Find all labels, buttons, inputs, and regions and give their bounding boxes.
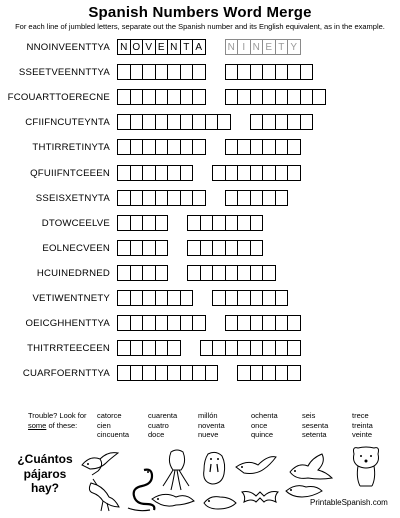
letter-box[interactable]: [117, 315, 131, 331]
trouble-hint: [28, 411, 87, 430]
letter-box[interactable]: [212, 290, 226, 306]
letter-box[interactable]: [262, 265, 276, 281]
letter-box[interactable]: [130, 265, 144, 281]
letter-box[interactable]: [180, 315, 194, 331]
puzzle-row: [0, 64, 400, 82]
letter-box[interactable]: [167, 365, 181, 381]
english-answer-boxes: [187, 215, 262, 231]
letter-box[interactable]: [237, 89, 251, 105]
letter-box[interactable]: [155, 315, 169, 331]
letter-box[interactable]: [130, 240, 144, 256]
letter-box[interactable]: N: [225, 39, 239, 55]
letter-box[interactable]: [250, 290, 264, 306]
english-answer-boxes: [237, 365, 300, 381]
letter-box[interactable]: [167, 114, 181, 130]
letter-box[interactable]: T: [275, 39, 289, 55]
letter-box[interactable]: [180, 165, 194, 181]
letter-box[interactable]: [180, 89, 194, 105]
letter-box[interactable]: [167, 340, 181, 356]
letter-box[interactable]: [237, 315, 251, 331]
letter-box[interactable]: [155, 215, 169, 231]
letter-box[interactable]: [250, 89, 264, 105]
letter-box[interactable]: [250, 165, 264, 181]
spanish-answer-boxes: [117, 39, 205, 55]
letter-box[interactable]: [155, 89, 169, 105]
credit-text: PrintableSpanish.com: [310, 498, 388, 507]
letter-box[interactable]: [237, 165, 251, 181]
jumbled-letters: CUARFOERNTTYA: [22, 368, 110, 380]
letter-box[interactable]: [250, 240, 264, 256]
letter-box[interactable]: I: [237, 39, 251, 55]
letter-box[interactable]: [262, 114, 276, 130]
letter-box[interactable]: [130, 190, 144, 206]
jumbled-letters: NNOINVEENTTYA: [26, 42, 110, 53]
letter-box[interactable]: A: [192, 39, 206, 55]
letter-box[interactable]: O: [130, 39, 144, 55]
letter-box[interactable]: [237, 215, 251, 231]
letter-box[interactable]: [130, 215, 144, 231]
english-answer-boxes: [187, 240, 262, 256]
word: cuarenta: [148, 411, 178, 420]
letter-box[interactable]: [212, 240, 226, 256]
letter-box[interactable]: [180, 64, 194, 80]
letter-box[interactable]: [142, 215, 156, 231]
letter-box[interactable]: [200, 215, 214, 231]
question-line2: pájaros: [23, 466, 67, 481]
letter-box[interactable]: [167, 190, 181, 206]
english-answer-boxes: [225, 190, 288, 206]
letter-box[interactable]: [287, 64, 301, 80]
letter-box[interactable]: [225, 89, 239, 105]
letter-box[interactable]: N: [167, 39, 181, 55]
letter-box[interactable]: [187, 240, 201, 256]
letter-box[interactable]: [192, 114, 206, 130]
english-answer-boxes: [187, 265, 275, 281]
letter-box[interactable]: [180, 290, 194, 306]
spanish-answer-boxes: [117, 64, 205, 80]
jumbled-letters: VETIWENTNETY: [32, 293, 110, 304]
letter-box[interactable]: [117, 240, 131, 256]
letter-box[interactable]: [167, 315, 181, 331]
question-line1: ¿Cuántos: [17, 452, 73, 466]
letter-box[interactable]: [180, 139, 194, 155]
puzzle-row: [0, 340, 400, 358]
jumbled-letters: HCUINEDRNED: [36, 267, 110, 279]
letter-box[interactable]: [275, 165, 289, 181]
letter-box[interactable]: [275, 365, 289, 381]
letter-box[interactable]: [155, 365, 169, 381]
letter-box[interactable]: [225, 165, 239, 181]
bat-icon: [240, 484, 280, 508]
puzzle-row: [0, 240, 400, 258]
word: catorce: [97, 411, 122, 420]
english-answer-boxes: [225, 139, 300, 155]
letter-box[interactable]: [237, 365, 251, 381]
word-column-6: [352, 411, 373, 440]
letter-box[interactable]: [167, 64, 181, 80]
word: nueve: [198, 430, 219, 439]
word-column-2: [148, 411, 177, 440]
spanish-answer-boxes: [117, 89, 205, 105]
letter-box[interactable]: [225, 64, 239, 80]
letter-box[interactable]: [180, 190, 194, 206]
letter-box[interactable]: [192, 89, 206, 105]
letter-box[interactable]: [117, 139, 131, 155]
letter-box[interactable]: [275, 64, 289, 80]
letter-box[interactable]: [192, 64, 206, 80]
letter-box[interactable]: [200, 265, 214, 281]
letter-box[interactable]: [117, 64, 131, 80]
puzzle-row: [0, 315, 400, 333]
letter-box[interactable]: [142, 315, 156, 331]
letter-box[interactable]: V: [142, 39, 156, 55]
letter-box[interactable]: [262, 139, 276, 155]
puzzle-row: [0, 190, 400, 208]
jumbled-letters: CFIIFNCUTEYNTA: [25, 117, 110, 129]
letter-box[interactable]: [142, 165, 156, 181]
letter-box[interactable]: [192, 365, 206, 381]
letter-box[interactable]: [262, 190, 276, 206]
letter-box[interactable]: [237, 240, 251, 256]
jumbled-letters: THITRRTEECEEN: [27, 343, 110, 355]
word-column-1: [97, 411, 129, 440]
letter-box[interactable]: [225, 139, 239, 155]
word: doce: [148, 430, 165, 439]
letter-box[interactable]: [130, 114, 144, 130]
letter-box[interactable]: [117, 114, 131, 130]
word: trece: [352, 411, 369, 420]
letter-box[interactable]: [117, 365, 131, 381]
letter-box[interactable]: [142, 64, 156, 80]
word: treinta: [352, 420, 373, 430]
letter-box[interactable]: [117, 290, 131, 306]
jumbled-letters: SSEETVEENNTTYA: [18, 67, 110, 79]
letter-box[interactable]: [225, 315, 239, 331]
letter-box[interactable]: [250, 315, 264, 331]
spanish-answer-boxes: [117, 215, 167, 231]
letter-box[interactable]: T: [180, 39, 194, 55]
letter-box[interactable]: [155, 64, 169, 80]
letter-box[interactable]: [130, 165, 144, 181]
letter-box[interactable]: [155, 165, 169, 181]
letter-box[interactable]: [287, 315, 301, 331]
letter-box[interactable]: [117, 215, 131, 231]
word: setenta: [302, 430, 327, 439]
trouble-some: some: [28, 420, 47, 430]
letter-box[interactable]: [192, 139, 206, 155]
seal-icon: [200, 487, 240, 513]
letter-box[interactable]: [237, 139, 251, 155]
letter-box[interactable]: [130, 89, 144, 105]
letter-box[interactable]: [275, 290, 289, 306]
puzzle-row: [0, 265, 400, 283]
word: sesenta: [302, 420, 329, 430]
word: noventa: [198, 420, 225, 430]
puzzle-row: [0, 89, 400, 107]
letter-box[interactable]: [212, 265, 226, 281]
letter-box[interactable]: [205, 365, 219, 381]
letter-box[interactable]: [262, 165, 276, 181]
letter-box[interactable]: [212, 165, 226, 181]
letter-box[interactable]: [130, 290, 144, 306]
puzzle-row: [0, 165, 400, 183]
trouble-line1: Trouble? Look for: [28, 411, 87, 420]
letter-box[interactable]: [237, 340, 251, 356]
letter-box[interactable]: [287, 89, 301, 105]
letter-box[interactable]: [225, 240, 239, 256]
letter-box[interactable]: [262, 315, 276, 331]
letter-box[interactable]: [262, 64, 276, 80]
letter-box[interactable]: [155, 240, 169, 256]
letter-box[interactable]: [192, 190, 206, 206]
letter-box[interactable]: [262, 365, 276, 381]
puzzle-row: [0, 114, 400, 132]
letter-box[interactable]: [250, 265, 264, 281]
jumbled-letters: QFUIIFNTCEEEN: [30, 167, 110, 179]
letter-box[interactable]: [225, 340, 239, 356]
letter-box[interactable]: [142, 290, 156, 306]
word: ochenta: [251, 411, 278, 420]
letter-box[interactable]: [155, 139, 169, 155]
letter-box[interactable]: [225, 290, 239, 306]
letter-box[interactable]: [142, 114, 156, 130]
letter-box[interactable]: [200, 240, 214, 256]
letter-box[interactable]: [130, 340, 144, 356]
spanish-answer-boxes: [117, 240, 167, 256]
letter-box[interactable]: [275, 190, 289, 206]
jumbled-letters: DTOWCEELVE: [41, 217, 110, 229]
word: millón: [198, 411, 218, 420]
letter-box[interactable]: [212, 340, 226, 356]
letter-box[interactable]: [205, 114, 219, 130]
letter-box[interactable]: [225, 265, 239, 281]
question-line3: hay?: [30, 481, 59, 495]
letter-box[interactable]: [250, 215, 264, 231]
letter-box[interactable]: [117, 265, 131, 281]
bird-icon: [234, 453, 278, 479]
english-answer-boxes: [225, 39, 300, 55]
letter-box[interactable]: [142, 190, 156, 206]
english-answer-boxes: [225, 89, 325, 105]
jumbled-letters: THTIRRETINYTA: [32, 142, 110, 154]
jumbled-letters: EOLNECVEEN: [42, 242, 110, 254]
letter-box[interactable]: Y: [287, 39, 301, 55]
bird-icon: [78, 447, 120, 477]
letter-box[interactable]: [275, 315, 289, 331]
letter-box[interactable]: [155, 290, 169, 306]
letter-box[interactable]: [117, 165, 131, 181]
letter-box[interactable]: [142, 139, 156, 155]
spanish-answer-boxes: [117, 365, 217, 381]
letter-box[interactable]: [287, 165, 301, 181]
letter-box[interactable]: [167, 165, 181, 181]
word: seis: [302, 411, 316, 420]
letter-box[interactable]: [287, 365, 301, 381]
word: cien: [97, 420, 111, 430]
letter-box[interactable]: [217, 114, 231, 130]
letter-box[interactable]: [250, 190, 264, 206]
english-answer-boxes: [225, 315, 300, 331]
letter-box[interactable]: [300, 89, 314, 105]
letter-box[interactable]: [200, 340, 214, 356]
letter-box[interactable]: [250, 340, 264, 356]
word-column-3: [198, 411, 225, 440]
letter-box[interactable]: [130, 365, 144, 381]
letter-box[interactable]: [130, 64, 144, 80]
jumbled-letters: SSEISXETNYTA: [35, 192, 110, 204]
letter-box[interactable]: [275, 139, 289, 155]
letter-box[interactable]: N: [250, 39, 264, 55]
puzzle-row: [0, 290, 400, 308]
puzzle-row: [0, 365, 400, 383]
letter-box[interactable]: E: [155, 39, 169, 55]
english-answer-boxes: [212, 290, 287, 306]
puzzle-row: [0, 139, 400, 157]
spanish-answer-boxes: [117, 190, 205, 206]
letter-box[interactable]: [212, 215, 226, 231]
letter-box[interactable]: [250, 139, 264, 155]
worksheet-instructions: For each line of jumbled letters, separate out the Spanish number and its English equivalent, as in the example.: [15, 22, 385, 31]
letter-box[interactable]: [250, 114, 264, 130]
letter-box[interactable]: [155, 114, 169, 130]
jumbled-letters: OEICGHHENTTYA: [25, 318, 110, 330]
letter-box[interactable]: [287, 139, 301, 155]
letter-box[interactable]: [142, 365, 156, 381]
squid-icon: [157, 448, 195, 492]
letter-box[interactable]: [117, 190, 131, 206]
letter-box[interactable]: [275, 89, 289, 105]
letter-box[interactable]: [187, 265, 201, 281]
bird-icon: [150, 487, 196, 511]
letter-box[interactable]: [275, 114, 289, 130]
letter-box[interactable]: [275, 340, 289, 356]
word-column-4: [251, 411, 278, 440]
letter-box[interactable]: [225, 190, 239, 206]
letter-box[interactable]: [237, 265, 251, 281]
bird-count-question: [13, 452, 77, 496]
letter-box[interactable]: [300, 114, 314, 130]
letter-box[interactable]: [312, 89, 326, 105]
worksheet-title: Spanish Numbers Word Merge: [88, 4, 312, 21]
letter-box[interactable]: [155, 265, 169, 281]
letter-box[interactable]: [142, 265, 156, 281]
english-answer-boxes: [200, 340, 300, 356]
word: cuatro: [148, 420, 169, 430]
letter-box[interactable]: E: [262, 39, 276, 55]
letter-box[interactable]: [155, 190, 169, 206]
letter-box[interactable]: [237, 290, 251, 306]
letter-box[interactable]: [180, 365, 194, 381]
letter-box[interactable]: [187, 215, 201, 231]
letter-box[interactable]: [262, 290, 276, 306]
letter-box[interactable]: [237, 190, 251, 206]
walrus-icon: [196, 448, 234, 488]
spanish-answer-boxes: [117, 139, 205, 155]
letter-box[interactable]: [167, 139, 181, 155]
letter-box[interactable]: [287, 340, 301, 356]
jumbled-letters: FCOUARTTOERECNE: [7, 92, 110, 104]
english-answer-boxes: [250, 114, 313, 130]
spanish-answer-boxes: [117, 340, 180, 356]
letter-box[interactable]: [130, 139, 144, 155]
letter-box[interactable]: [117, 89, 131, 105]
letter-box[interactable]: [142, 240, 156, 256]
letter-box[interactable]: [167, 89, 181, 105]
letter-box[interactable]: [237, 64, 251, 80]
letter-box[interactable]: [142, 340, 156, 356]
letter-box[interactable]: [155, 340, 169, 356]
puzzle-row: [0, 39, 400, 57]
word: once: [251, 420, 268, 430]
spanish-answer-boxes: [117, 290, 192, 306]
letter-box[interactable]: [117, 340, 131, 356]
letter-box[interactable]: [167, 290, 181, 306]
letter-box[interactable]: [250, 365, 264, 381]
trouble-rest: of these:: [48, 420, 78, 430]
spanish-answer-boxes: [117, 114, 230, 130]
letter-box[interactable]: [225, 215, 239, 231]
english-answer-boxes: [225, 64, 313, 80]
spanish-answer-boxes: [117, 165, 192, 181]
letter-box[interactable]: [287, 114, 301, 130]
spanish-answer-boxes: [117, 315, 205, 331]
letter-box[interactable]: [262, 340, 276, 356]
letter-box[interactable]: [250, 64, 264, 80]
word: veinte: [352, 430, 373, 439]
letter-box[interactable]: [142, 89, 156, 105]
word-column-5: [302, 411, 328, 440]
word: cincuenta: [97, 430, 130, 439]
word: quince: [251, 430, 274, 439]
puzzle-row: [0, 215, 400, 233]
letter-box[interactable]: [192, 315, 206, 331]
bird-icon: [85, 477, 125, 513]
letter-box[interactable]: [180, 114, 194, 130]
letter-box[interactable]: [262, 89, 276, 105]
spanish-answer-boxes: [117, 265, 167, 281]
letter-box[interactable]: N: [117, 39, 131, 55]
dog-icon: [346, 444, 386, 488]
letter-box[interactable]: [300, 64, 314, 80]
letter-box[interactable]: [130, 315, 144, 331]
english-answer-boxes: [212, 165, 300, 181]
